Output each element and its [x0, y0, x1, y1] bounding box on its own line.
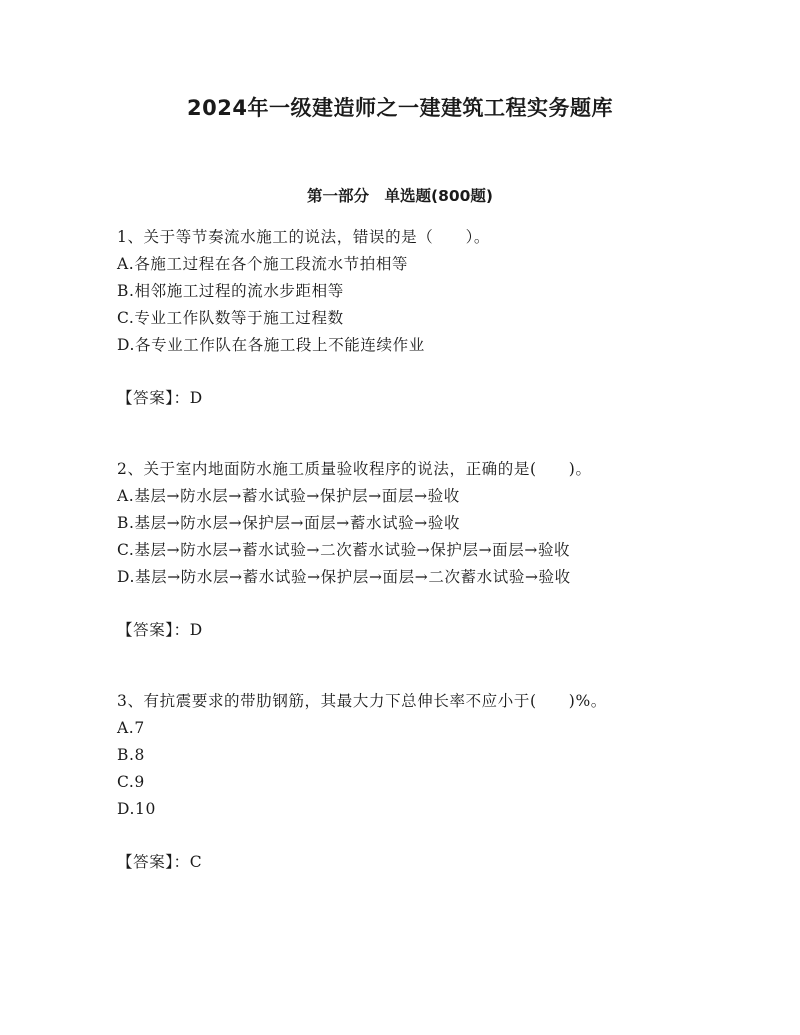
option-c: C.9 — [117, 773, 145, 791]
answer-label: 【答案】：C — [117, 853, 203, 871]
option-c: C.基层→防水层→蓄水试验→二次蓄水试验→保护层→面层→验收 — [117, 541, 571, 559]
question-stem: 2、关于室内地面防水施工质量验收程序的说法，正确的是( )。 — [117, 460, 592, 478]
question-item — [117, 456, 757, 644]
option-a: A.7 — [117, 719, 145, 737]
section-title: 第一部分 单选题(800题) — [306, 187, 494, 205]
option-b: B.基层→防水层→保护层→面层→蓄水试验→验收 — [117, 514, 461, 532]
question-item — [117, 688, 757, 876]
question-item — [117, 224, 757, 412]
option-b: B.相邻施工过程的流水步距相等 — [117, 282, 344, 300]
option-d: D.10 — [117, 800, 156, 818]
option-d: D.各专业工作队在各施工段上不能连续作业 — [117, 336, 425, 354]
page-title: 2024年一级建造师之一建建筑工程实务题库 — [187, 96, 613, 120]
question-stem: 1、关于等节奏流水施工的说法，错误的是（ ）。 — [117, 228, 491, 246]
option-a: A.各施工过程在各个施工段流水节拍相等 — [117, 255, 409, 273]
question-list — [117, 224, 757, 920]
answer-label: 【答案】：D — [117, 389, 203, 407]
answer-label: 【答案】：D — [117, 621, 203, 639]
option-a: A.基层→防水层→蓄水试验→保护层→面层→验收 — [117, 487, 460, 505]
question-stem: 3、有抗震要求的带肋钢筋，其最大力下总伸长率不应小于( )%。 — [117, 692, 607, 710]
option-d: D.基层→防水层→蓄水试验→保护层→面层→二次蓄水试验→验收 — [117, 568, 571, 586]
option-b: B.8 — [117, 746, 145, 764]
option-c: C.专业工作队数等于施工过程数 — [117, 309, 344, 327]
